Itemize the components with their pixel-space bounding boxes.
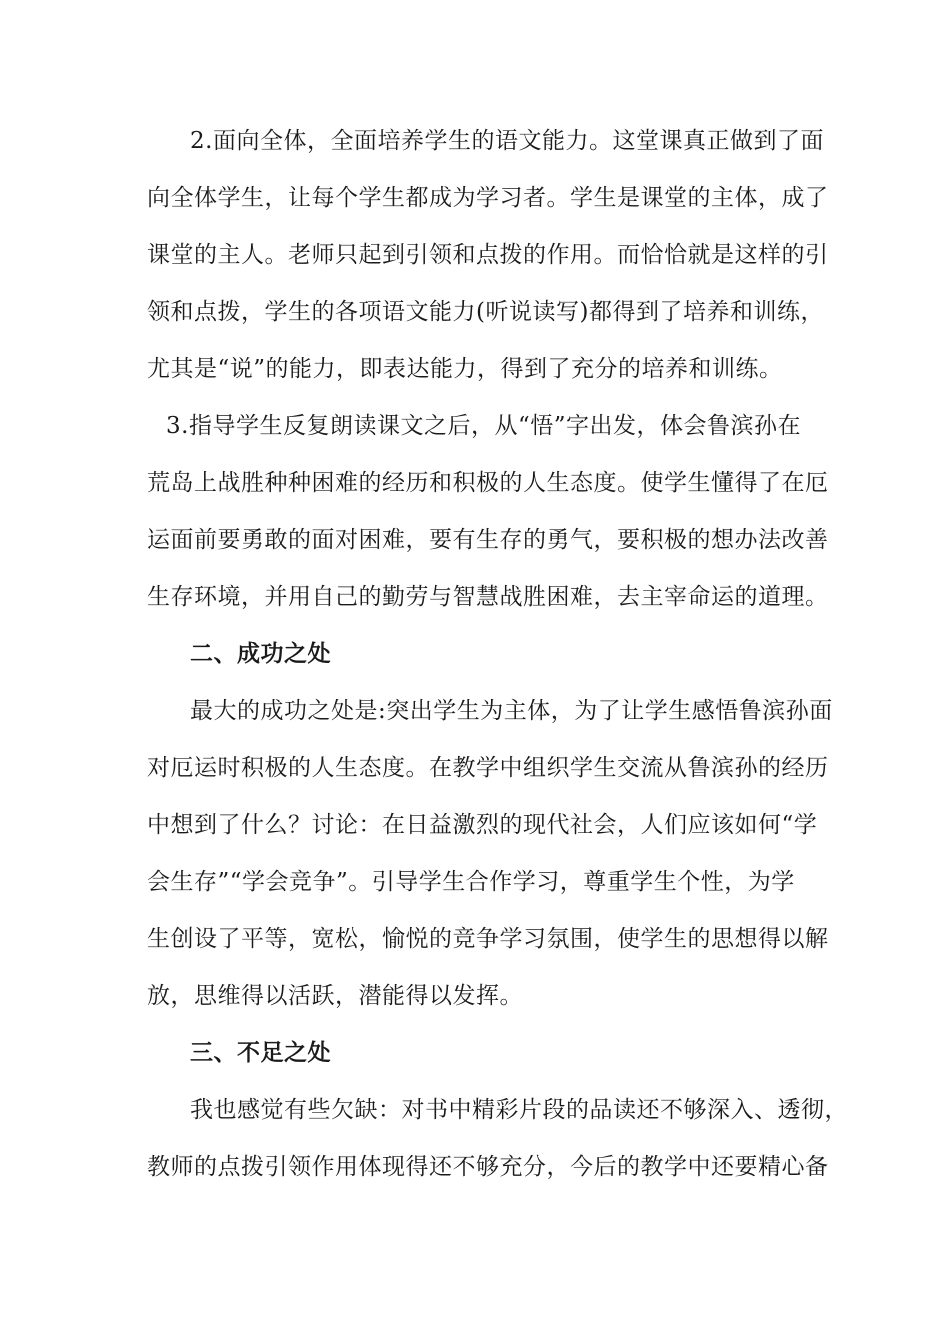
paragraph-line: 2.面向全体，全面培养学生的语文能力。这堂课真正做到了面	[190, 128, 824, 154]
paragraph-line: 中想到了什么？讨论：在日益激烈的现代社会，人们应该如何“学	[147, 812, 818, 838]
paragraph-line: 课堂的主人。老师只起到引领和点拨的作用。而恰恰就是这样的引	[147, 242, 829, 268]
paragraph-line: 最大的成功之处是:突出学生为主体，为了让学生感悟鲁滨孙面	[190, 698, 833, 724]
paragraph-line: 对厄运时积极的人生态度。在教学中组织学生交流从鲁滨孙的经历	[147, 755, 829, 781]
section-heading: 三、不足之处	[190, 1039, 331, 1066]
paragraph-line: 我也感觉有些欠缺：对书中精彩片段的品读还不够深入、透彻，	[190, 1097, 848, 1123]
paragraph-line: 会生存”“学会竞争”。引导学生合作学习，尊重学生个性，为学	[147, 869, 795, 895]
section-heading: 二、成功之处	[190, 640, 331, 667]
paragraph-line: 领和点拨，学生的各项语文能力(听说读写)都得到了培养和训练，	[147, 299, 824, 325]
paragraph-line: 教师的点拨引领作用体现得还不够充分，今后的教学中还要精心备	[147, 1154, 829, 1180]
paragraph-line: 尤其是“说”的能力，即表达能力，得到了充分的培养和训练。	[147, 356, 783, 382]
paragraph-line: 3.指导学生反复朗读课文之后，从“悟”字出发，体会鲁滨孙在	[166, 413, 801, 439]
paragraph-line: 向全体学生，让每个学生都成为学习者。学生是课堂的主体，成了	[147, 185, 829, 211]
paragraph-line: 放，思维得以活跃，潜能得以发挥。	[147, 983, 523, 1009]
paragraph-line: 生创设了平等，宽松，愉悦的竞争学习氛围，使学生的思想得以解	[147, 926, 829, 952]
paragraph-line: 运面前要勇敢的面对困难，要有生存的勇气，要积极的想办法改善	[147, 527, 829, 553]
paragraph-line: 生存环境，并用自己的勤劳与智慧战胜困难，去主宰命运的道理。	[147, 584, 829, 610]
paragraph-line: 荒岛上战胜种种困难的经历和积极的人生态度。使学生懂得了在厄	[147, 470, 829, 496]
